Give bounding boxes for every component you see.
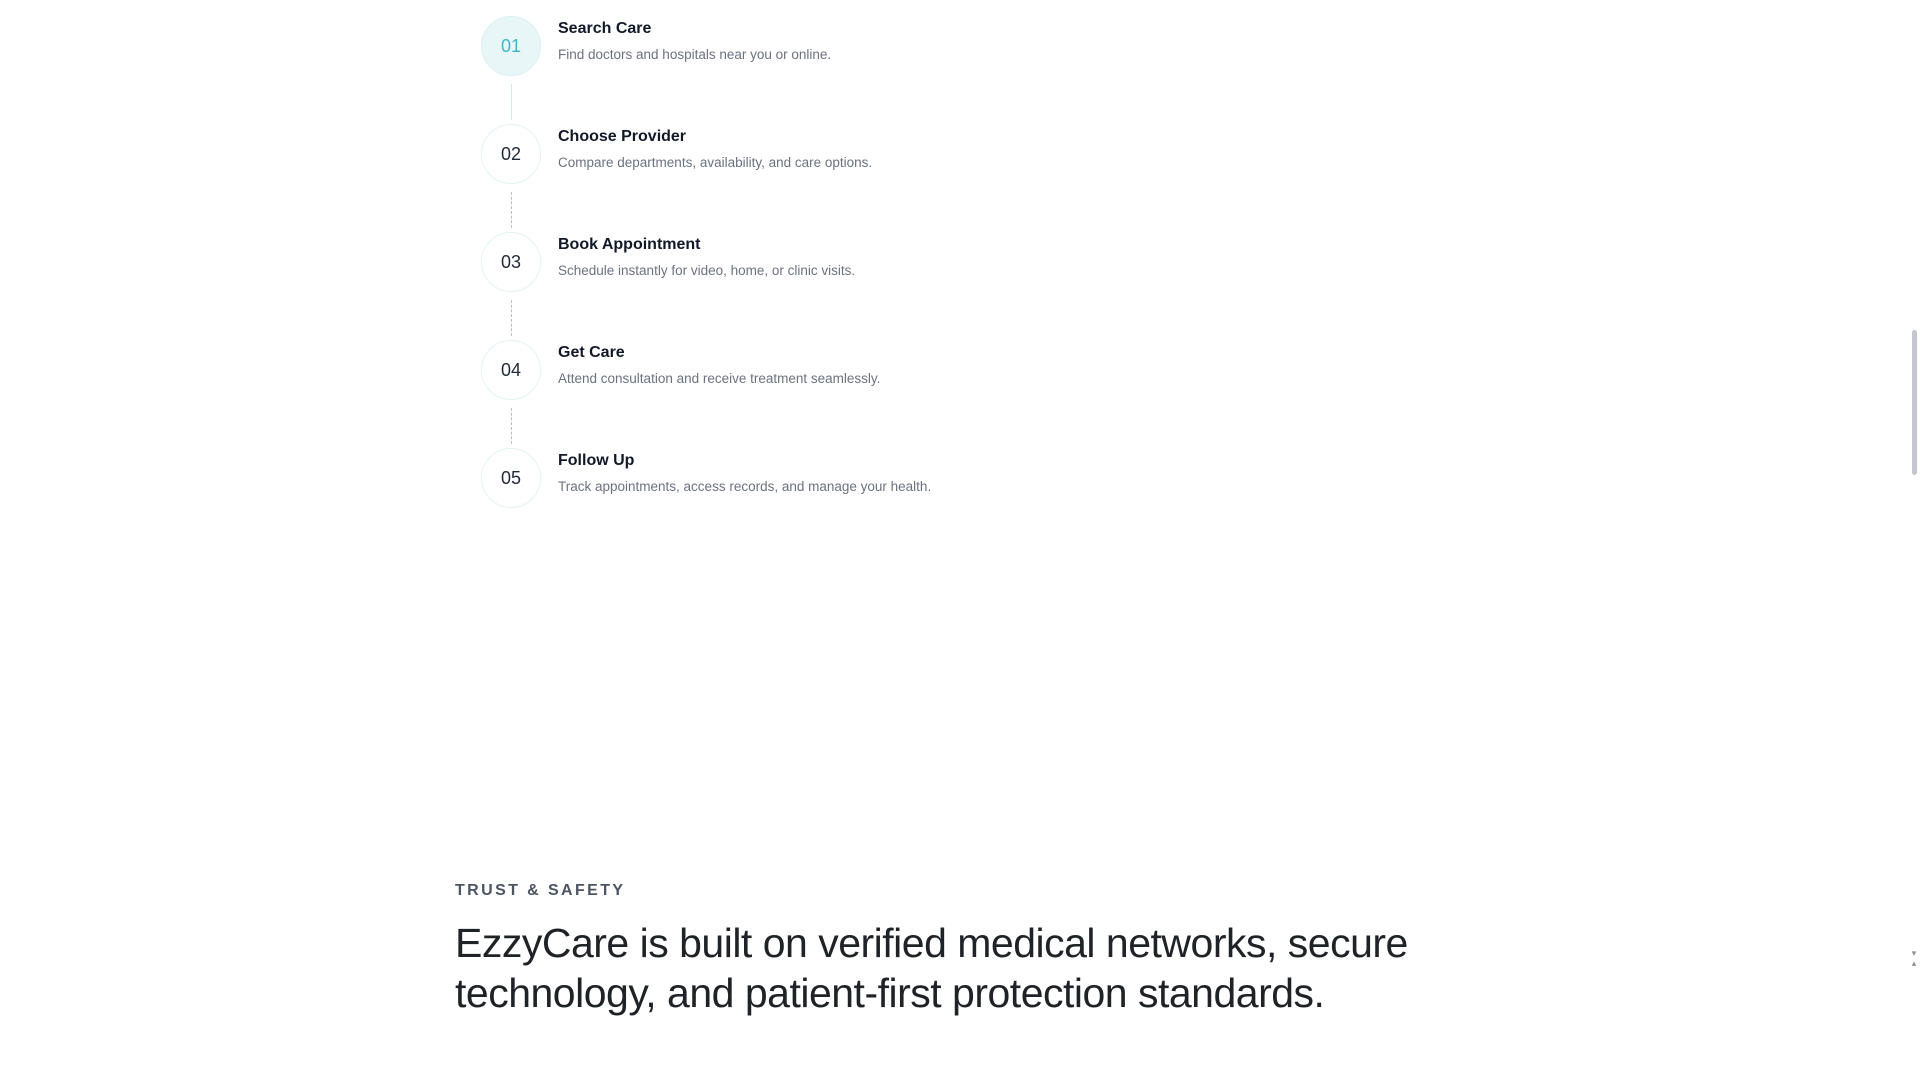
steps-timeline: [481, 16, 961, 556]
section-eyebrow: TRUST & SAFETY: [455, 882, 626, 899]
step-description: Compare departments, availability, and care options.: [558, 155, 873, 170]
step-number-badge: 04: [481, 340, 541, 400]
step-number-badge: 01: [481, 16, 541, 76]
step-text: [558, 342, 948, 389]
scroll-arrows-icon[interactable]: ▾ ▴: [1911, 948, 1917, 968]
step-number-badge: 02: [481, 124, 541, 184]
step-title: Book Appointment: [558, 236, 701, 253]
step-text: [558, 450, 948, 497]
step-text: [558, 126, 948, 173]
scrollbar-thumb[interactable]: [1912, 330, 1917, 475]
step-text: [558, 18, 948, 65]
step-title: Choose Provider: [558, 128, 687, 145]
step-item: [481, 232, 961, 340]
step-description: Find doctors and hospitals near you or online.: [558, 47, 832, 62]
step-title: Follow Up: [558, 452, 635, 469]
step-item: [481, 340, 961, 448]
step-description: Schedule instantly for video, home, or clinic visits.: [558, 263, 856, 278]
section-headline: EzzyCare is built on verified medical networks, secure technology, and patient-first protection standards.: [455, 920, 1408, 1016]
step-connector: [511, 408, 512, 444]
step-number-badge: 05: [481, 448, 541, 508]
step-connector: [511, 192, 512, 228]
step-description: Attend consultation and receive treatment seamlessly.: [558, 371, 881, 386]
step-text: [558, 234, 948, 281]
step-connector: [511, 84, 512, 120]
trust-safety-section: [455, 882, 1555, 1018]
step-title: Search Care: [558, 20, 652, 37]
step-item: [481, 448, 961, 556]
step-title: Get Care: [558, 344, 625, 361]
step-item: [481, 124, 961, 232]
vertical-scrollbar[interactable]: [1908, 0, 1920, 1080]
step-number-badge: 03: [481, 232, 541, 292]
step-connector: [511, 300, 512, 336]
step-item: [481, 16, 961, 124]
step-description: Track appointments, access records, and manage your health.: [558, 479, 932, 494]
